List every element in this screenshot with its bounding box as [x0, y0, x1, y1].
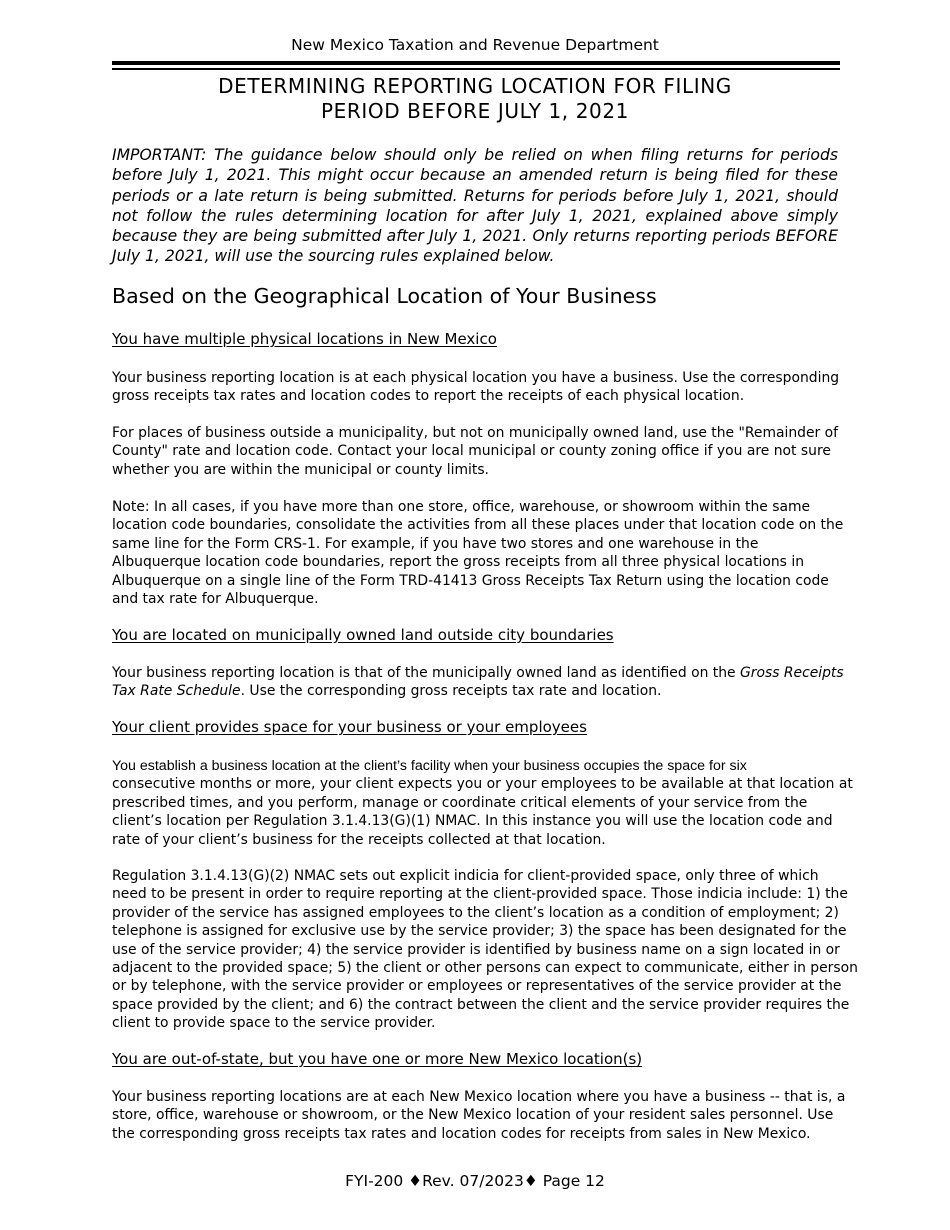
subheading-out-of-state: You are out-of-state, but you have one or more New Mexico location(s) [112, 1050, 643, 1068]
page-footer: FYI-200 ♦Rev. 07/2023♦ Page 12 [345, 1172, 605, 1190]
text-line: need to be present in order to require reporting at the client-provided space. Those indicia include: 1) the [112, 886, 848, 903]
paragraph-client-space-2 [112, 867, 858, 1033]
subheading-municipal-land: You are located on municipally owned land outside city boundaries [112, 626, 614, 644]
text-line [112, 682, 838, 700]
text-line: rate of your client’s business for the receipts collected at that location. [112, 831, 606, 848]
text-line: same line for the Form CRS-1. For example, if you have two stores and one warehouse in the [112, 535, 759, 552]
section-heading: Based on the Geographical Location of Your Business [112, 284, 657, 308]
text-run: Your business reporting location is that of the municipally owned land as identified on the [112, 665, 741, 681]
text-line: or by telephone, with the service provider or employees or representatives of the service provider at the [112, 978, 842, 995]
text-line: space provided by the client; and 6) the contract between the client and the service provider requires the [112, 996, 850, 1013]
paragraph-out-of-state [112, 1088, 846, 1143]
text-line: telephone is assigned for exclusive use by the service provider; 3) the space has been designated for the [112, 923, 847, 940]
text-line: Albuquerque location code boundaries, report the gross receipts from all three physical locations in [112, 554, 804, 571]
text-line: consecutive months or more, your client expects you or your employees to be available at that location at [112, 776, 853, 793]
text-line: You establish a business location at the client’s facility when your business occupies the space for six [112, 758, 747, 774]
text-line: use of the service provider; 4) the service provider is identified by business name on a sign located in or [112, 941, 840, 958]
document-title [112, 74, 838, 124]
text-run: . Use the corresponding gross receipts tax rate and location. [240, 683, 662, 700]
text-line: and tax rate for Albuquerque. [112, 591, 319, 608]
header-rule-thin [112, 68, 840, 70]
text-line: store, office, warehouse or showroom, or the New Mexico location of your resident sales personnel. Use [112, 1107, 834, 1124]
text-line: Your business reporting location is at each physical location you have a business. Use the corresponding [112, 370, 840, 386]
title-line-2: PERIOD BEFORE JULY 1, 2021 [320, 99, 630, 123]
text-line: adjacent to the provided space; 5) the client or other persons can expect to communicate, either in person [112, 960, 858, 977]
paragraph-municipal-land [112, 664, 844, 701]
header-rule-thick [112, 61, 840, 65]
title-line-1: DETERMINING REPORTING LOCATION FOR FILING [218, 74, 732, 98]
text-line: the corresponding gross receipts tax rates and location codes for receipts from sales in New Mexico. [112, 1125, 811, 1142]
text-line: client’s location per Regulation 3.1.4.13(G)(1) NMAC. In this instance you will use the location code and [112, 813, 833, 830]
text-line: provider of the service has assigned employees to the client’s location as a condition of employment; 2) [112, 904, 839, 921]
text-line: For places of business outside a municipality, but not on municipally owned land, use the "Remainder of [112, 425, 839, 441]
text-line: whether you are within the municipal or county limits. [112, 461, 489, 478]
text-line: client to provide space to the service provider. [112, 1015, 436, 1032]
text-line [112, 664, 844, 682]
subheading-client-space: Your client provides space for your business or your employees [112, 718, 587, 736]
text-line: gross receipts tax rates and location codes to report the receipts of each physical location. [112, 388, 745, 405]
paragraph-client-space-1 [112, 757, 853, 849]
text-line: Regulation 3.1.4.13(G)(2) NMAC sets out explicit indicia for client-provided space, only three of which [112, 868, 819, 884]
text-line: Note: In all cases, if you have more than one store, office, warehouse, or showroom within the same [112, 499, 811, 515]
text-line: prescribed times, and you perform, manage or coordinate critical elements of your service from the [112, 794, 808, 811]
paragraph-multiple-locations-2 [112, 424, 838, 479]
schedule-title-italic: Gross Receipts [740, 665, 844, 681]
important-note: IMPORTANT: The guidance below should only be relied on when filing returns for periods before July 1, 2021. This might occur because an amended return is being filed for these periods or a late return is being submitted. Returns for periods before July 1, 2021, should not follow the rules determining location for after July 1, 2021, explained above simply because they are being submitted after July 1, 2021. Only returns reporting periods BEFORE July 1, 2021, will use the sourcing rules explained below. [112, 146, 838, 266]
text-line: County" rate and location code. Contact your local municipal or county zoning office if you are not sure [112, 443, 831, 460]
agency-header: New Mexico Taxation and Revenue Department [291, 36, 659, 54]
paragraph-multiple-locations-1 [112, 369, 838, 406]
text-line: Albuquerque on a single line of the Form TRD-41413 Gross Receipts Tax Return using the location code [112, 572, 829, 589]
paragraph-multiple-locations-note [112, 498, 844, 608]
text-line: location code boundaries, consolidate the activities from all these places under that location code on the [112, 517, 844, 534]
text-line: Your business reporting locations are at each New Mexico location where you have a business -- that is, a [112, 1089, 846, 1105]
subheading-multiple-locations: You have multiple physical locations in New Mexico [112, 330, 497, 348]
schedule-title-italic: Tax Rate Schedule [112, 683, 241, 700]
